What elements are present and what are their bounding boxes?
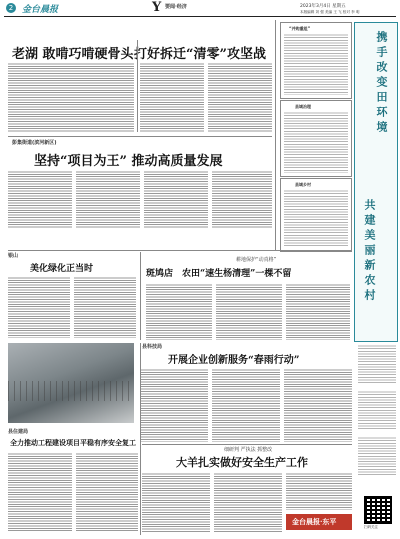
body-text xyxy=(212,170,272,228)
logo: 金台晨报 xyxy=(22,5,59,15)
brief-box-title: 县域乡村 xyxy=(295,182,311,187)
article-kicker: 斑鸠店 xyxy=(146,269,174,279)
brief-box-1 xyxy=(280,22,352,99)
body-text xyxy=(284,189,348,247)
section-divider xyxy=(8,250,352,251)
headline-tech-bureau: 开展企业创新服务“春雨行动” xyxy=(168,355,300,366)
brief-box-3 xyxy=(280,178,352,252)
news-photo xyxy=(8,343,134,423)
slogan-banner xyxy=(354,22,398,342)
article-kicker: 县住建局 xyxy=(8,429,29,435)
body-text xyxy=(8,452,72,532)
photo-scaffold xyxy=(8,381,134,401)
headline-housing: 全力推动工程建设项目平稳有序安全复工 xyxy=(10,438,136,447)
headline-yinshan: 美化绿化正当时 xyxy=(30,264,94,274)
issue-date: 2023年3月4日 星期五 xyxy=(300,4,346,9)
column-divider xyxy=(140,343,141,535)
headline-laohu: 老湖 敢啃巧啃硬骨头 xyxy=(12,47,134,62)
body-text xyxy=(76,452,138,532)
body-text xyxy=(286,472,352,510)
page-number-badge: 2 xyxy=(6,3,16,13)
article-subkicker: 细研判 严执法 抓整改 xyxy=(224,447,273,453)
article-subkicker: 耕地保护“动真格” xyxy=(236,257,277,263)
footer-brand: 金台晨报·东平 xyxy=(292,517,337,526)
body-text xyxy=(358,344,396,384)
body-text xyxy=(76,170,140,228)
slogan-part2: 共建美丽新农村 xyxy=(363,199,376,304)
section-divider xyxy=(8,136,272,137)
section-divider xyxy=(142,444,352,445)
body-text xyxy=(146,283,212,340)
masthead xyxy=(0,0,400,18)
body-text xyxy=(216,283,282,340)
body-text xyxy=(358,436,396,476)
headline-banjiudian: 农田“速生杨清理”一棵不留 xyxy=(182,269,292,279)
footer-brand-bar xyxy=(286,514,352,530)
body-text xyxy=(358,390,396,430)
body-text xyxy=(144,170,208,228)
column-divider xyxy=(275,20,276,250)
column-divider xyxy=(140,252,141,340)
body-text xyxy=(286,283,350,340)
body-text xyxy=(8,62,134,132)
qr-code xyxy=(364,496,392,524)
body-text xyxy=(212,368,280,442)
headline-dayang: 大羊扎实做好安全生产工作 xyxy=(176,456,308,469)
article-kicker: 县科技局 xyxy=(142,344,163,350)
brief-box-title: “并购重组” xyxy=(289,26,311,31)
column-divider xyxy=(137,40,138,132)
body-text xyxy=(140,368,208,442)
body-text xyxy=(74,276,136,338)
body-text xyxy=(208,62,272,132)
body-text xyxy=(140,62,204,132)
side-brief-list xyxy=(358,344,396,492)
headline-demolition: 打好拆迁“清零”攻坚战 xyxy=(134,47,266,62)
body-text xyxy=(284,111,348,173)
body-text xyxy=(284,33,348,95)
headline-pengji: 坚持“项目为王” 推动高质量发展 xyxy=(34,154,223,169)
body-text xyxy=(8,276,70,338)
article-kicker: 银山 xyxy=(8,253,19,259)
section-letter: Y xyxy=(152,0,162,15)
editors-line: 本版编辑 刘 强 美编 王 飞 校对 李 明 xyxy=(300,10,360,14)
slogan-part1: 携手改变田环境 xyxy=(375,31,388,136)
masthead-rule xyxy=(4,16,396,17)
brief-box-title: 县域治理 xyxy=(295,104,311,109)
brief-box-2 xyxy=(280,100,352,177)
body-text xyxy=(8,170,72,228)
qr-caption: 扫码关注 xyxy=(364,525,378,529)
article-kicker: 彭集街道(滨河新区) xyxy=(12,140,57,146)
body-text xyxy=(284,368,352,442)
section-name: 要闻·经济 xyxy=(165,4,187,10)
body-text xyxy=(142,472,210,532)
body-text xyxy=(214,472,282,532)
